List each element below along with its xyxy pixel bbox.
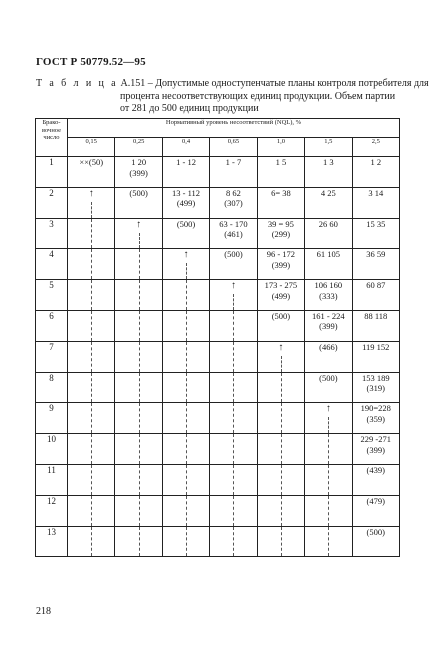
plan-value: 4 25 <box>320 187 336 198</box>
plan-cell <box>257 157 304 188</box>
plan-value: 153 189 (319) <box>361 372 390 394</box>
table-caption <box>36 78 429 116</box>
continuation-line <box>233 434 234 464</box>
continuation-line <box>186 263 187 279</box>
continuation-line <box>91 465 92 495</box>
plan-cell <box>210 341 257 372</box>
plan-cell <box>162 403 209 434</box>
plan-cell <box>257 249 304 280</box>
plan-value: (466) <box>319 341 338 352</box>
rejection-number-header: Брако-вочное число <box>36 119 68 157</box>
plan-cell <box>210 526 257 557</box>
plan-cell <box>68 249 115 280</box>
continuation-line <box>328 496 329 526</box>
rejection-number-cell: 13 <box>36 526 68 557</box>
plan-cell <box>257 526 304 557</box>
plan-cell <box>68 280 115 311</box>
plan-value: (439) <box>366 464 385 475</box>
continuation-line <box>233 496 234 526</box>
plan-value: (500) <box>319 372 338 383</box>
plan-value: 63 - 170 (461) <box>219 218 248 240</box>
continuation-line <box>186 465 187 495</box>
plan-cell <box>162 526 209 557</box>
rejection-number-cell: 8 <box>36 372 68 403</box>
continuation-line <box>233 527 234 557</box>
plan-cell <box>352 464 399 495</box>
plan-value: 1 2 <box>370 157 382 167</box>
caption-prefix: Т а б л и ц а <box>36 78 118 89</box>
plan-value: 60 87 <box>366 280 386 291</box>
continuation-line <box>281 434 282 464</box>
plan-cell <box>162 218 209 249</box>
plan-cell <box>115 464 162 495</box>
nql-column-header: 1,0 <box>257 138 304 157</box>
plan-cell <box>305 249 352 280</box>
plan-cell <box>352 434 399 465</box>
plan-cell <box>257 434 304 465</box>
caption-line-1: А.151 – Допустимые одноступенчатые планы контроля потребителя для <box>120 78 429 89</box>
continuation-line <box>139 527 140 557</box>
plan-value: 36 59 <box>366 249 386 260</box>
plan-cell <box>115 249 162 280</box>
plan-cell <box>68 372 115 403</box>
plan-cell <box>162 157 209 188</box>
continuation-line <box>139 403 140 433</box>
rejection-number-cell: 10 <box>36 434 68 465</box>
table-row <box>36 187 400 218</box>
table-row <box>36 526 400 557</box>
plan-value: 173 - 275 (499) <box>264 280 298 301</box>
plan-value: 1 - 12 <box>176 157 196 167</box>
plan-cell <box>305 495 352 526</box>
plan-value: 39 = 95 (299) <box>267 218 294 240</box>
continuation-line <box>281 465 282 495</box>
continuation-line <box>233 342 234 372</box>
continuation-line <box>281 356 282 372</box>
continuation-line <box>91 219 92 249</box>
table-row <box>36 495 400 526</box>
plan-cell <box>162 280 209 311</box>
continuation-line <box>328 434 329 464</box>
plan-cell <box>68 187 115 218</box>
table-row <box>36 249 400 280</box>
nql-column-header: 0,25 <box>115 138 162 157</box>
plan-value: 1 - 7 <box>225 157 242 167</box>
plan-cell <box>68 341 115 372</box>
plan-cell <box>352 280 399 311</box>
rejection-number-cell: 1 <box>36 157 68 188</box>
plan-cell <box>115 341 162 372</box>
plan-value: 88 118 <box>364 310 388 321</box>
plan-cell <box>257 464 304 495</box>
rejection-number-cell: 5 <box>36 280 68 311</box>
plan-cell <box>257 187 304 218</box>
continuation-line <box>281 496 282 526</box>
plan-cell <box>257 495 304 526</box>
plan-cell <box>210 187 257 218</box>
plan-value: (500) <box>176 218 196 229</box>
plan-cell <box>257 218 304 249</box>
plan-value: 106 160 (333) <box>314 280 343 301</box>
plan-cell <box>305 280 352 311</box>
plan-cell <box>68 464 115 495</box>
continuation-line <box>328 527 329 557</box>
table-row <box>36 218 400 249</box>
plan-cell <box>115 218 162 249</box>
plan-cell <box>115 310 162 341</box>
arrow-up-icon: ↑ <box>183 249 189 261</box>
nql-column-header: 1,5 <box>305 138 352 157</box>
plan-cell <box>68 434 115 465</box>
plan-value: 229 -271 (399) <box>360 434 391 455</box>
plan-cell <box>352 310 399 341</box>
plan-cell <box>352 495 399 526</box>
arrow-up-icon: ↑ <box>325 403 331 415</box>
plan-value: (500) <box>366 526 385 537</box>
plan-cell <box>210 157 257 188</box>
plan-value: 1 3 <box>323 157 334 167</box>
continuation-line <box>186 496 187 526</box>
plan-cell <box>162 464 209 495</box>
rejection-number-cell: 11 <box>36 464 68 495</box>
table-row <box>36 157 400 188</box>
continuation-line <box>91 202 92 218</box>
plan-cell <box>305 187 352 218</box>
plan-cell <box>115 495 162 526</box>
plan-value: 1 20 (399) <box>129 157 148 178</box>
plan-value: (500) <box>224 249 243 260</box>
continuation-line <box>139 233 140 249</box>
table-row <box>36 280 400 311</box>
plan-cell <box>257 310 304 341</box>
continuation-line <box>186 280 187 310</box>
rejection-number-cell: 4 <box>36 249 68 280</box>
plan-cell <box>210 434 257 465</box>
plan-cell <box>162 187 209 218</box>
plan-cell <box>68 495 115 526</box>
plan-cell <box>210 218 257 249</box>
plan-cell <box>352 157 399 188</box>
plan-cell <box>162 372 209 403</box>
nql-level-title: Нормативный уровень несоответствий (NQL), % <box>68 119 400 138</box>
plan-cell <box>352 218 399 249</box>
plan-cell <box>352 341 399 372</box>
plan-cell <box>115 187 162 218</box>
continuation-line <box>281 403 282 433</box>
continuation-line <box>233 403 234 433</box>
plan-cell <box>305 526 352 557</box>
continuation-line <box>281 373 282 403</box>
continuation-line <box>328 465 329 495</box>
continuation-line <box>139 373 140 403</box>
plan-cell <box>68 310 115 341</box>
rejection-number-cell: 3 <box>36 218 68 249</box>
plan-cell <box>115 434 162 465</box>
plan-cell <box>305 218 352 249</box>
plan-cell <box>210 403 257 434</box>
plan-cell <box>162 310 209 341</box>
plan-value: 3 14 <box>368 187 384 198</box>
plan-cell <box>257 403 304 434</box>
plan-value: 190=228 (359) <box>360 403 391 424</box>
continuation-line <box>91 280 92 310</box>
plan-cell <box>305 464 352 495</box>
continuation-line <box>186 342 187 372</box>
continuation-line <box>186 373 187 403</box>
plan-cell <box>68 403 115 434</box>
continuation-line <box>139 249 140 279</box>
plan-cell <box>115 526 162 557</box>
plan-value: 15 35 <box>366 218 386 229</box>
plan-cell <box>68 218 115 249</box>
caption-line-2: процента несоответствующих единиц продукции. Объем партии <box>120 90 396 102</box>
continuation-line <box>186 434 187 464</box>
continuation-line <box>91 311 92 341</box>
plan-cell <box>210 310 257 341</box>
plan-value: 6= 38 <box>271 187 291 198</box>
page-number: 218 <box>36 606 51 617</box>
continuation-line <box>186 527 187 557</box>
plan-cell <box>352 187 399 218</box>
nql-column-header: 0,15 <box>68 138 115 157</box>
plan-value: 161 - 224 (399) <box>312 310 345 332</box>
plan-cell <box>210 280 257 311</box>
continuation-line <box>233 373 234 403</box>
plan-cell <box>210 249 257 280</box>
plan-cell <box>68 526 115 557</box>
sampling-plans-table <box>35 118 400 557</box>
plan-cell <box>352 249 399 280</box>
continuation-line <box>139 434 140 464</box>
plan-cell <box>352 403 399 434</box>
continuation-line <box>91 342 92 372</box>
rejection-number-cell: 12 <box>36 495 68 526</box>
plan-value: 119 152 <box>362 341 390 352</box>
plan-cell <box>115 280 162 311</box>
continuation-line <box>139 465 140 495</box>
plan-cell <box>162 249 209 280</box>
continuation-line <box>91 527 92 557</box>
plan-cell <box>305 434 352 465</box>
continuation-line <box>233 294 234 310</box>
plan-cell <box>305 310 352 341</box>
rejection-number-cell: 7 <box>36 341 68 372</box>
plan-value: (479) <box>366 495 385 506</box>
plan-cell <box>257 280 304 311</box>
continuation-line <box>186 311 187 341</box>
plan-cell <box>352 372 399 403</box>
continuation-line <box>91 373 92 403</box>
plan-value: 13 - 112 (499) <box>172 187 201 209</box>
arrow-up-icon: ↑ <box>136 218 142 230</box>
plan-cell <box>305 157 352 188</box>
continuation-line <box>139 311 140 341</box>
plan-cell <box>115 157 162 188</box>
continuation-line <box>91 434 92 464</box>
document-header: ГОСТ Р 50779.52—95 <box>36 56 146 68</box>
caption-line-3: от 281 до 500 единиц продукции <box>120 103 259 114</box>
plan-value: 26 60 <box>318 218 338 229</box>
continuation-line <box>186 403 187 433</box>
plan-value: 61 105 <box>316 249 340 260</box>
plan-value: 1 5 <box>275 157 287 167</box>
plan-cell <box>115 403 162 434</box>
continuation-line <box>281 527 282 557</box>
table-row <box>36 310 400 341</box>
arrow-up-icon: ↑ <box>278 341 284 353</box>
continuation-line <box>233 465 234 495</box>
table-row <box>36 341 400 372</box>
continuation-line <box>91 249 92 279</box>
continuation-line <box>139 496 140 526</box>
nql-column-header: 2,5 <box>352 138 399 157</box>
plan-cell <box>305 341 352 372</box>
rejection-number-cell: 6 <box>36 310 68 341</box>
plan-cell <box>162 341 209 372</box>
plan-cell <box>257 372 304 403</box>
continuation-line <box>139 280 140 310</box>
plan-cell <box>305 372 352 403</box>
plan-cell <box>210 464 257 495</box>
plan-cell <box>68 157 115 188</box>
table-row <box>36 372 400 403</box>
plan-cell <box>305 403 352 434</box>
plan-cell <box>257 341 304 372</box>
plan-value: 8 62 (307) <box>224 187 243 209</box>
plan-value: (500) <box>129 187 148 198</box>
table-row <box>36 434 400 465</box>
plan-cell <box>210 372 257 403</box>
plan-value: (500) <box>271 310 291 321</box>
plan-value: 96 - 172 (399) <box>266 249 296 270</box>
arrow-up-icon: ↑ <box>88 187 94 199</box>
plan-cell <box>162 495 209 526</box>
plan-cell <box>352 526 399 557</box>
continuation-line <box>328 417 329 433</box>
nql-column-header: 0,65 <box>210 138 257 157</box>
arrow-up-icon: ↑ <box>230 280 236 292</box>
continuation-line <box>91 403 92 433</box>
nql-column-header: 0,4 <box>162 138 209 157</box>
continuation-line <box>139 342 140 372</box>
continuation-line <box>91 496 92 526</box>
plan-cell <box>210 495 257 526</box>
table-row <box>36 464 400 495</box>
plan-cell <box>115 372 162 403</box>
plan-cell <box>162 434 209 465</box>
rejection-number-cell: 9 <box>36 403 68 434</box>
table-row <box>36 403 400 434</box>
rejection-number-cell: 2 <box>36 187 68 218</box>
continuation-line <box>233 311 234 341</box>
plan-value: ××(50) <box>79 157 104 167</box>
